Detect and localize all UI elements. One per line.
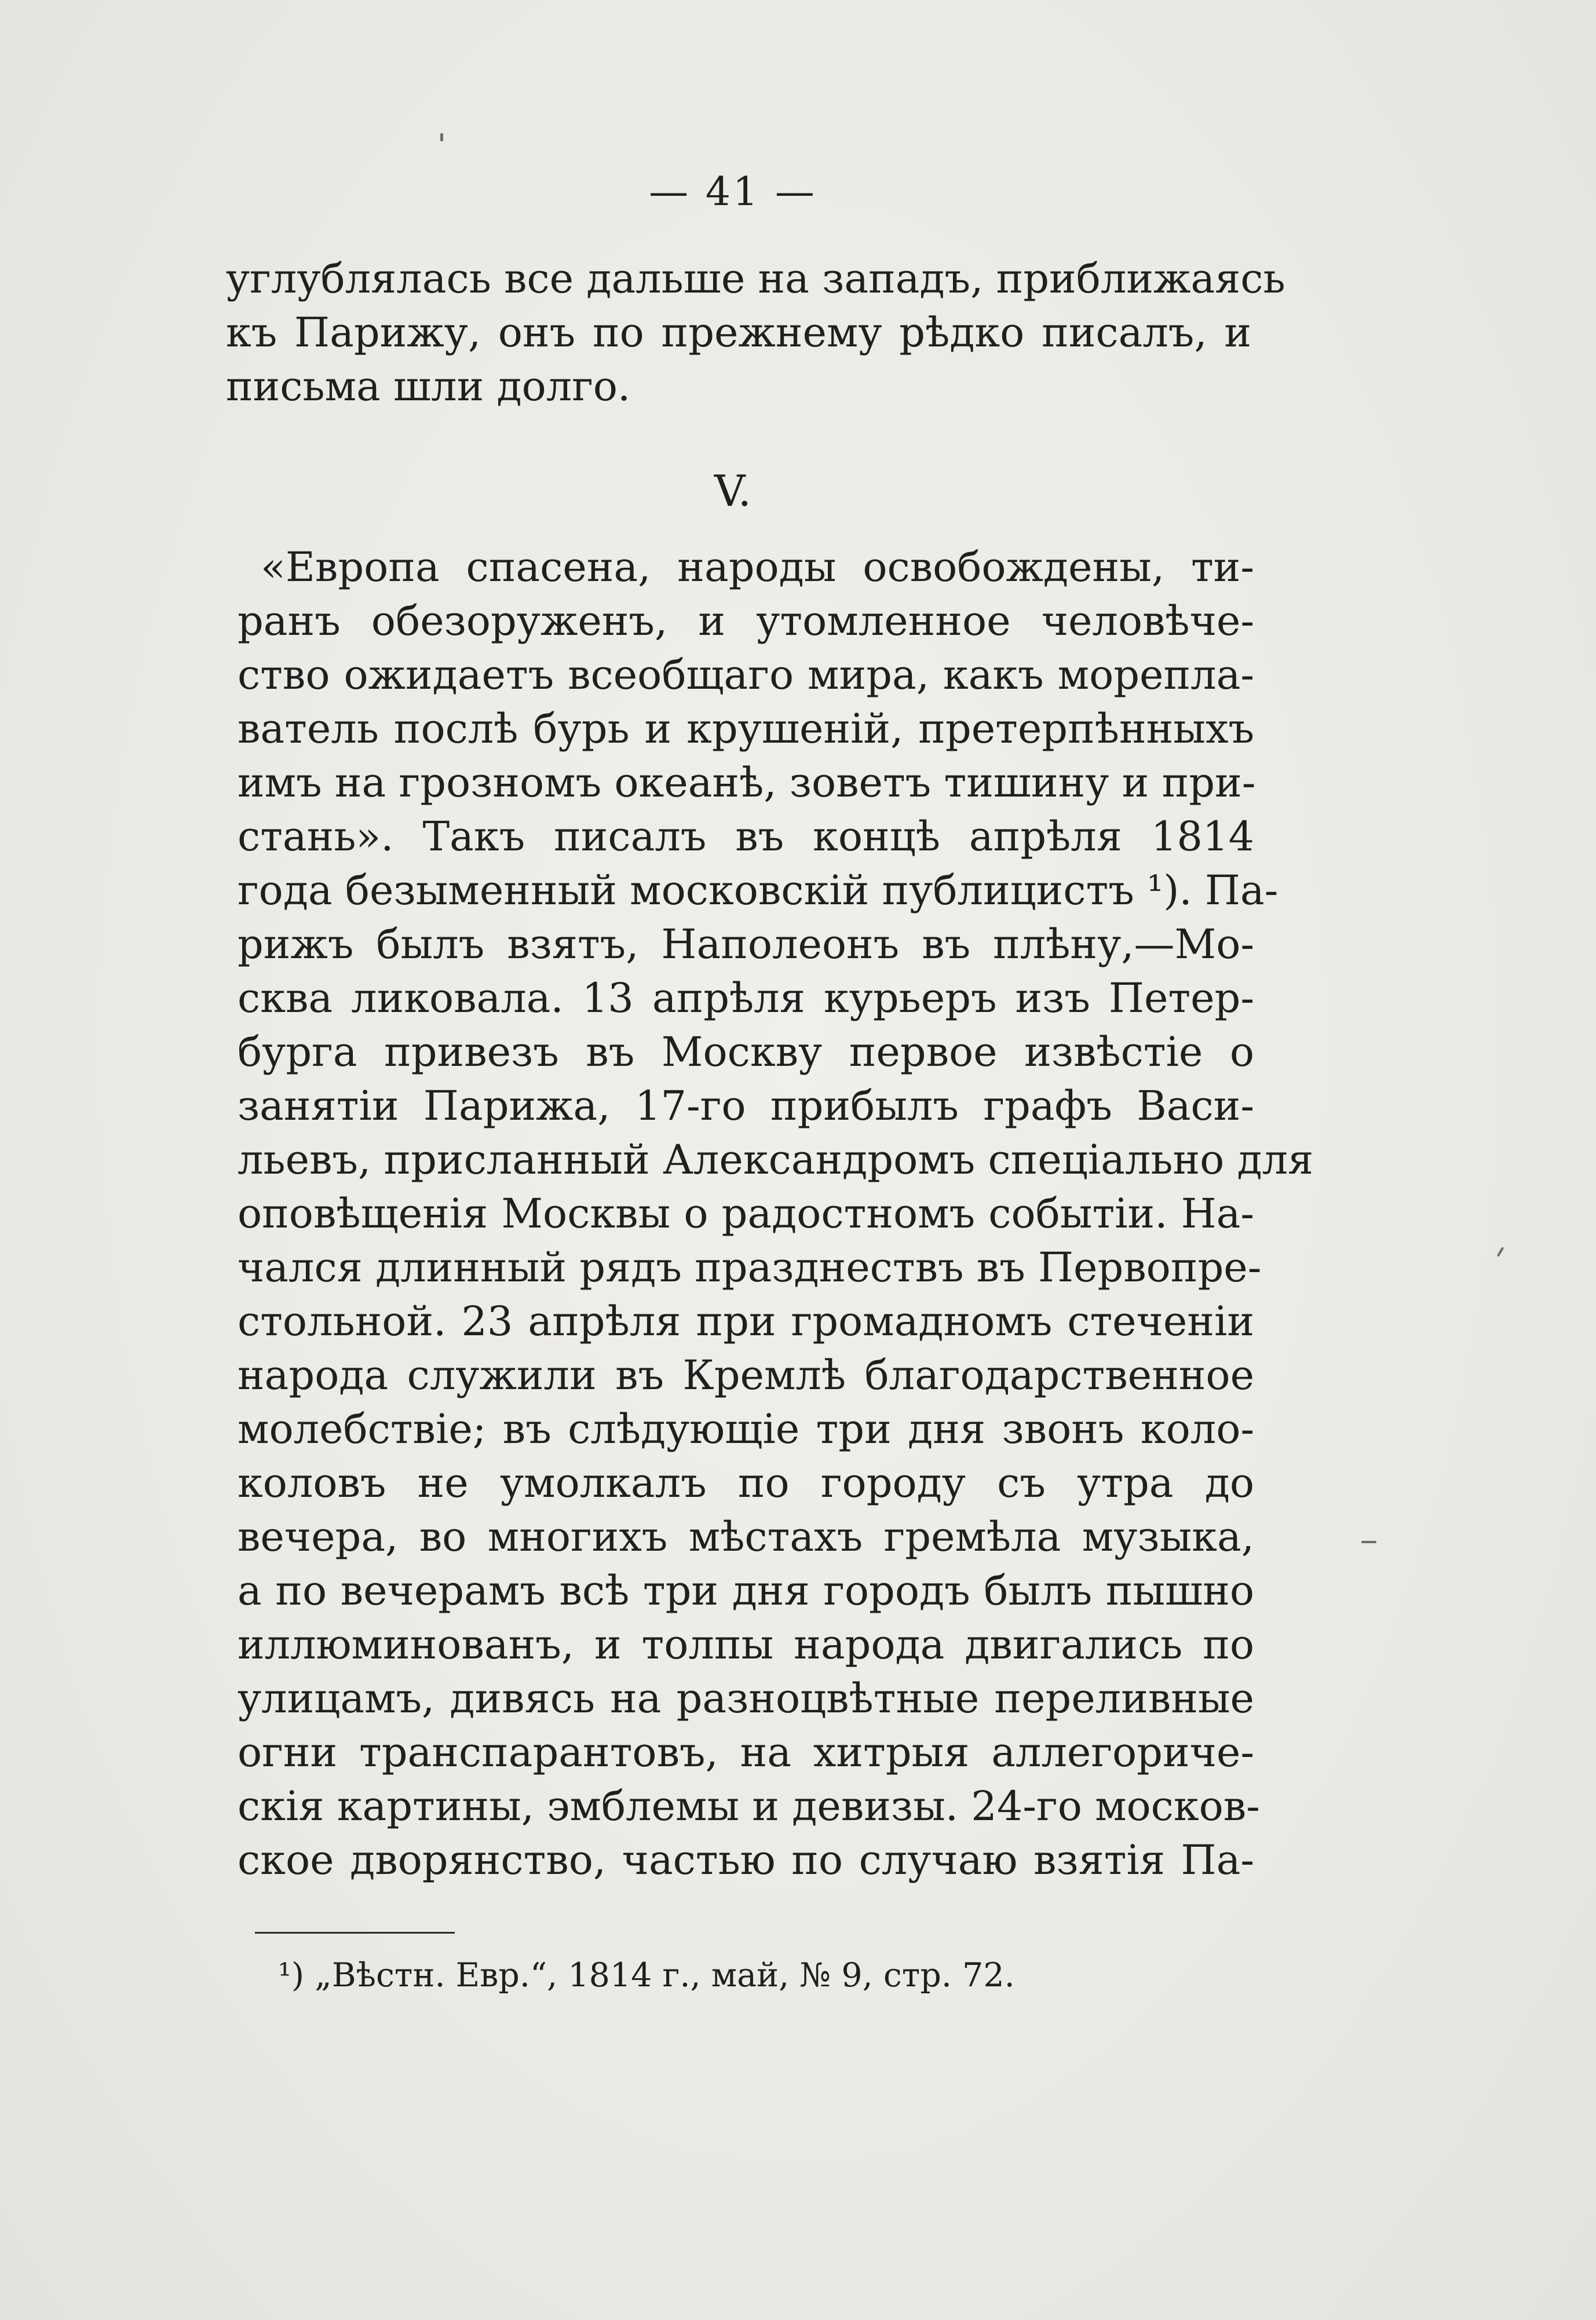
text-line: къ Парижу, онъ по прежнему рѣдко писалъ, и [226, 309, 1251, 356]
text-line: чался длинный рядъ празднествъ въ Первопре- [238, 1244, 1262, 1291]
text-line: ранъ обезоруженъ, и утомленное человѣче- [238, 597, 1254, 645]
text-line: иллюминованъ, и толпы народа двигались по [238, 1621, 1254, 1668]
text-line: углублялась все дальше на западъ, приближаясь [226, 255, 1285, 302]
text-line: скія картины, эмблемы и девизы. 24-го москов- [238, 1782, 1260, 1830]
text-line: ватель послѣ бурь и крушеній, претерпѣнныхъ [238, 705, 1254, 752]
text-line: молебствіе; въ слѣдующіе три дня звонъ коло- [238, 1405, 1254, 1453]
text-line: оповѣщенія Москвы о радостномъ событіи. На- [238, 1190, 1254, 1237]
top-paragraph [226, 252, 1285, 414]
text-line: письма шли долго. [226, 363, 631, 410]
text-line: года безыменный московскій публицистъ ¹). Па- [238, 867, 1279, 914]
text-line: занятіи Парижа, 17-го прибылъ графъ Васи- [238, 1082, 1254, 1130]
text-line: коловъ не умолкалъ по городу съ утра до [238, 1459, 1254, 1507]
text-line: льевъ, присланный Александромъ спеціально для [238, 1136, 1314, 1183]
main-paragraph [238, 540, 1314, 1887]
text-line: стольной. 23 апрѣля при громадномъ стеченіи [238, 1298, 1254, 1345]
text-line: улицамъ, дивясь на разноцвѣтные переливные [238, 1675, 1254, 1722]
stray-ink-mark [440, 133, 443, 141]
text-line: «Европа спасена, народы освобождены, ти- [261, 543, 1254, 591]
text-line: народа служили въ Кремлѣ благодарственное [238, 1351, 1254, 1399]
text-line: а по вечерамъ всѣ три дня городъ былъ пышно [238, 1567, 1254, 1614]
text-line: огни транспарантовъ, на хитрыя аллегориче- [238, 1729, 1254, 1776]
text-line: вечера, во многихъ мѣстахъ гремѣла музыка, [238, 1513, 1254, 1561]
page-number: — 41 — [649, 169, 817, 215]
stray-ink-mark [1361, 1541, 1376, 1543]
footnote-divider [255, 1932, 455, 1934]
text-line: ское дворянство, частью по случаю взятія Па- [238, 1836, 1254, 1884]
text-line: имъ на грозномъ океанѣ, зоветъ тишину и при- [238, 759, 1256, 806]
text-line: стань». Такъ писалъ въ концѣ апрѣля 1814 [238, 813, 1254, 860]
section-heading: V. [714, 466, 752, 516]
text-line: ство ожидаетъ всеобщаго мира, какъ морепла- [238, 651, 1254, 699]
text-line: рижъ былъ взятъ, Наполеонъ въ плѣну,—Мо- [238, 920, 1254, 968]
footnote: ¹) „Вѣстн. Евр.“, 1814 г., май, № 9, стр. 72. [278, 1956, 1015, 1994]
text-line: сква ликовала. 13 апрѣля курьеръ изъ Петер- [238, 974, 1254, 1022]
text-line: бурга привезъ въ Москву первое извѣстіе о [238, 1028, 1254, 1076]
